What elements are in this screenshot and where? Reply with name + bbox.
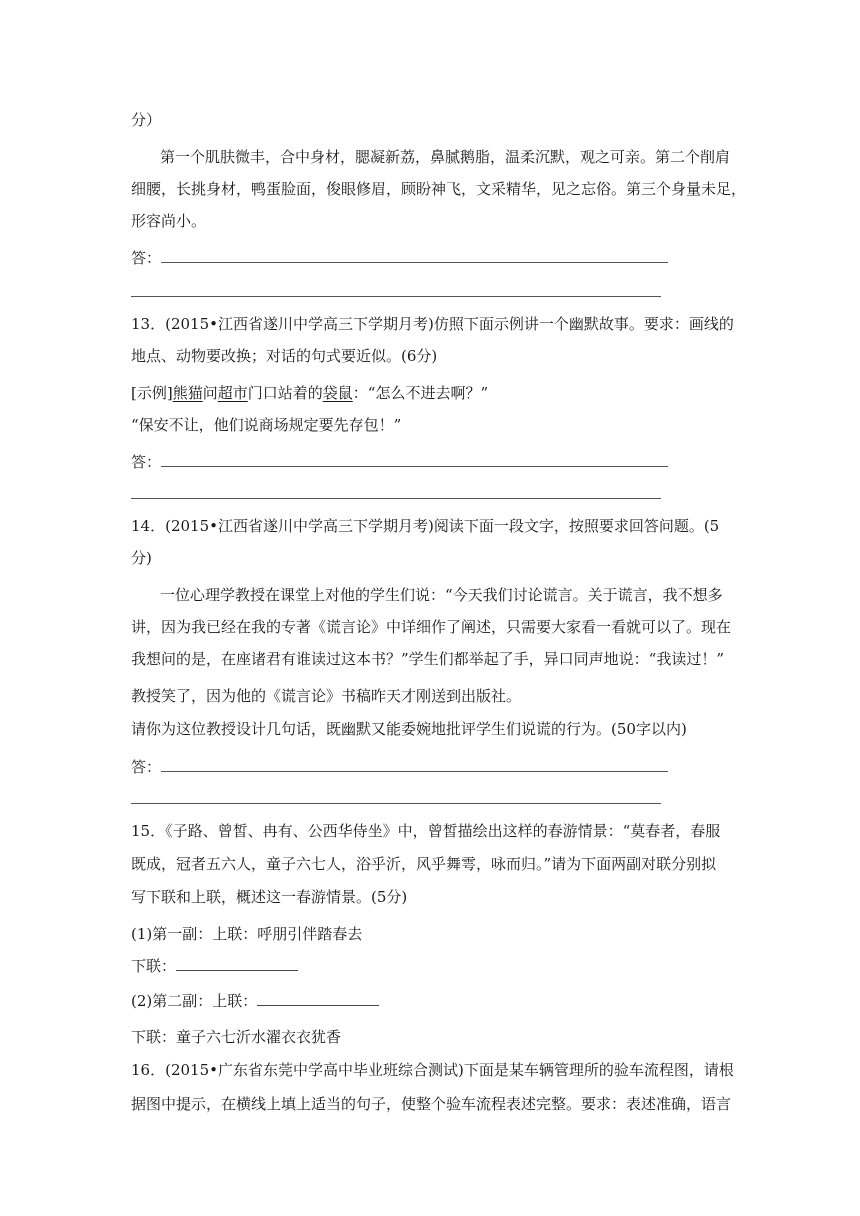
underlined-animal: 熊猫 xyxy=(172,384,203,402)
example-text: 问 xyxy=(202,384,218,402)
example-text: 门口站着的 xyxy=(247,384,323,402)
couplet-2-upper-line xyxy=(131,990,379,1012)
question-14-stem: 14．(2015•江西省遂川中学高三下学期月考)阅读下面一段文字，按照要求回答问题。(5 xyxy=(131,517,720,535)
fill-blank[interactable] xyxy=(176,956,298,971)
passage-line: 一位心理学教授在课堂上对他的学生们说：“今天我们讨论谎言。关于谎言，我不想多 xyxy=(160,586,723,604)
passage-line: 我想问的是，在座诸君有谁读过这本书？”学生们都举起了手，异口同声地说：“我读过！” xyxy=(131,650,725,668)
couplet-2-lower: 下联：童子六七沂水濯衣衣犹香 xyxy=(131,1028,342,1046)
text-line: 分） xyxy=(131,111,162,129)
example-line xyxy=(131,382,488,404)
question-15-stem: 既成，冠者五六人，童子六七人，浴乎沂，风乎舞雩，咏而归。”请为下面两副对联分别拟 xyxy=(131,855,717,873)
example-prefix: [示例] xyxy=(131,384,173,402)
answer-label: 答： xyxy=(131,758,162,776)
question-14-stem: 分) xyxy=(131,549,152,567)
question-15-stem: 15．《子路、曾皙、冉有、公西华侍坐》中，曾皙描绘出这样的春游情景：“莫春者，春服 xyxy=(131,822,721,840)
text-line: 第一个肌肤微丰，合中身材，腮凝新荔，鼻腻鹅脂，温柔沉默，观之可亲。第二个削肩 xyxy=(160,148,731,166)
text-line: 细腰，长挑身材，鸭蛋脸面，俊眼修眉，顾盼神飞，文采精华，见之忘俗。第三个身量未足， xyxy=(131,180,747,198)
question-13-stem: 13．(2015•江西省遂川中学高三下学期月考)仿照下面示例讲一个幽默故事。要求：画线的 xyxy=(131,315,734,333)
underlined-animal: 袋鼠 xyxy=(322,384,353,402)
answer-line[interactable] xyxy=(161,771,668,772)
answer-line[interactable] xyxy=(161,262,668,263)
example-dialogue: “保安不让，他们说商场规定要先存包！” xyxy=(131,416,402,434)
answer-label: 答： xyxy=(131,249,162,267)
answer-line[interactable] xyxy=(131,498,661,499)
example-text: ：“怎么不进去啊？” xyxy=(352,384,489,402)
answer-label: 答： xyxy=(131,453,162,471)
passage-line: 讲，因为我已经在我的专著《谎言论》中详细作了阐述，只需要大家看一看就可以了。现在 xyxy=(131,618,732,636)
answer-line[interactable] xyxy=(131,296,661,297)
couplet-1-upper: (1)第一副：上联：呼朋引伴踏春去 xyxy=(131,925,363,943)
answer-line[interactable] xyxy=(161,466,668,467)
question-16-stem: 16．(2015•广东省东莞中学高中毕业班综合测试)下面是某车辆管理所的验车流程图，请根 xyxy=(131,1061,734,1079)
couplet-1-lower-line xyxy=(131,955,298,977)
fill-blank[interactable] xyxy=(257,991,379,1006)
couplet-label: 下联： xyxy=(131,957,177,975)
question-15-stem: 写下联和上联，概述这一春游情景。(5分) xyxy=(131,888,408,906)
question-14-prompt: 请你为这位教授设计几句话，既幽默又能委婉地批评学生们说谎的行为。(50字以内) xyxy=(131,720,687,738)
underlined-place: 超市 xyxy=(217,384,248,402)
question-13-stem: 地点、动物要改换；对话的句式要近似。(6分) xyxy=(131,347,438,365)
passage-line: 教授笑了，因为他的《谎言论》书稿昨天才刚送到出版社。 xyxy=(131,687,522,705)
couplet-label: (2)第二副：上联： xyxy=(131,992,258,1010)
question-16-stem: 据图中提示，在横线上填上适当的句子，使整个验车流程表述完整。要求：表述准确，语言 xyxy=(131,1095,732,1113)
answer-line[interactable] xyxy=(131,803,661,804)
text-line: 形容尚小。 xyxy=(131,212,207,230)
